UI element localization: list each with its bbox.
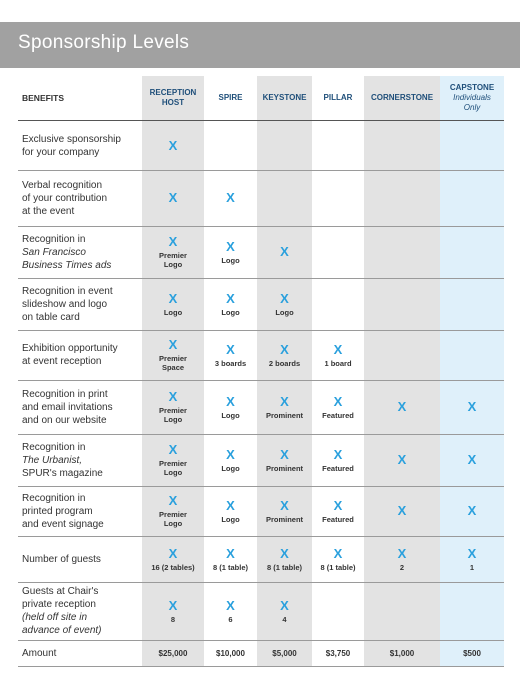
table-row <box>0 226 520 278</box>
level-name: HOST <box>161 98 185 107</box>
cell-note: Premier Logo <box>159 406 187 424</box>
cell-note: Featured <box>322 463 354 473</box>
included-mark: X <box>280 545 289 561</box>
cell-note: Premier Space <box>159 354 187 372</box>
level-header-capstone <box>440 76 504 120</box>
benefit-cell <box>312 330 364 380</box>
benefit-cell <box>142 486 204 536</box>
included-mark: X <box>168 442 178 457</box>
benefit-label: Recognition in San Francisco Business Times ads <box>22 233 112 271</box>
level-header-pillar <box>312 76 364 120</box>
benefit-cell <box>364 536 440 582</box>
benefit-cell <box>142 536 204 582</box>
cell-note: Logo <box>221 307 240 317</box>
table-row <box>0 278 520 330</box>
amount-value: $1,000 <box>389 648 415 658</box>
benefit-cell <box>142 278 204 330</box>
cell-note: 6 <box>228 614 233 624</box>
benefit-cell <box>204 486 257 536</box>
benefit-label: Exclusive sponsorship for your company <box>22 134 121 158</box>
benefit-cell <box>440 536 504 582</box>
level-header-spire <box>204 76 257 120</box>
cell-note: 1 <box>469 562 475 572</box>
included-mark: X <box>226 341 235 357</box>
cell-note: Logo <box>163 307 183 317</box>
benefit-cell <box>204 434 257 486</box>
cell-note: Featured <box>322 514 354 524</box>
included-mark: X <box>467 452 477 467</box>
amount-row <box>0 640 520 666</box>
amount-value: $5,000 <box>272 648 297 658</box>
included-mark: X <box>168 337 178 352</box>
level-name: RECEPTION <box>149 88 197 97</box>
amount-value: $500 <box>463 648 481 658</box>
included-mark: X <box>280 497 289 513</box>
level-name: CORNERSTONE <box>370 93 434 102</box>
cell-note: 1 board <box>324 358 352 368</box>
table-row <box>0 170 520 226</box>
page-title: Sponsorship Levels <box>18 32 190 53</box>
benefit-label: Verbal recognition of your contribution at the event <box>22 179 108 217</box>
row-divider <box>18 666 504 667</box>
included-mark: X <box>226 545 235 561</box>
cell-note: Premier Logo <box>159 251 187 269</box>
benefit-cell <box>204 330 257 380</box>
included-mark: X <box>226 446 235 462</box>
benefit-cell <box>204 170 257 226</box>
level-name: CAPSTONE <box>449 83 495 92</box>
level-header-cornerstone <box>364 76 440 120</box>
table-row <box>0 380 520 434</box>
cell-note: Prominent <box>265 463 304 473</box>
table-row <box>0 536 520 582</box>
table-row <box>0 122 520 170</box>
level-name: PILLAR <box>323 93 353 102</box>
level-subtitle: Individuals <box>453 93 491 102</box>
benefit-cell <box>142 582 204 640</box>
included-mark: X <box>280 341 289 357</box>
benefit-cell <box>257 536 312 582</box>
included-mark: X <box>226 290 235 306</box>
included-mark: X <box>168 138 178 153</box>
included-mark: X <box>333 545 343 561</box>
benefit-cell <box>257 278 312 330</box>
included-mark: X <box>280 290 289 306</box>
benefit-cell <box>142 330 204 380</box>
cell-note: 3 boards <box>214 358 247 368</box>
cell-note: 4 <box>282 614 287 624</box>
included-mark: X <box>467 545 477 561</box>
included-mark: X <box>226 497 235 513</box>
included-mark: X <box>333 341 343 357</box>
benefit-cell <box>142 380 204 434</box>
benefit-cell <box>257 434 312 486</box>
cell-note: Premier Logo <box>159 510 187 528</box>
benefit-cell <box>257 582 312 640</box>
title-banner <box>0 22 520 68</box>
included-mark: X <box>168 290 178 306</box>
included-mark: X <box>467 399 477 414</box>
benefit-cell <box>312 486 364 536</box>
benefit-label: Recognition in event slideshow and logo on table card <box>22 285 113 323</box>
included-mark: X <box>168 389 178 404</box>
cell-note: 16 (2 tables) <box>151 562 195 572</box>
benefit-cell <box>204 380 257 434</box>
benefit-cell <box>364 434 440 486</box>
cell-note: 2 <box>399 562 405 572</box>
level-subtitle: Only <box>463 103 481 112</box>
benefit-label: Number of guests <box>22 553 101 565</box>
level-header-reception-host <box>142 76 204 120</box>
cell-note: Premier Logo <box>159 459 187 477</box>
cell-note: Prominent <box>265 514 304 524</box>
benefit-cell <box>440 434 504 486</box>
row-divider <box>18 120 504 121</box>
benefit-cell <box>364 380 440 434</box>
included-mark: X <box>280 393 289 409</box>
cell-note: Logo <box>221 410 240 420</box>
benefit-cell <box>204 582 257 640</box>
benefit-cell <box>312 380 364 434</box>
benefit-label: Exhibition opportunity at event reception <box>22 343 118 367</box>
included-mark: X <box>226 393 235 409</box>
cell-note: 8 <box>170 614 176 624</box>
benefit-cell <box>312 536 364 582</box>
cell-note: 2 boards <box>268 358 301 368</box>
benefit-cell <box>204 278 257 330</box>
included-mark: X <box>333 497 343 513</box>
table-row <box>0 434 520 486</box>
included-mark: X <box>168 234 178 249</box>
benefit-cell <box>257 486 312 536</box>
cell-note: Featured <box>322 410 354 420</box>
benefit-cell <box>142 170 204 226</box>
included-mark: X <box>168 597 178 613</box>
benefit-cell <box>204 226 257 278</box>
benefit-cell <box>440 486 504 536</box>
benefit-cell <box>257 380 312 434</box>
benefit-cell <box>142 226 204 278</box>
included-mark: X <box>397 452 407 467</box>
table-row <box>0 330 520 380</box>
included-mark: X <box>168 493 178 508</box>
benefit-label: Recognition in The Urbanist, SPUR's magazine <box>22 441 103 479</box>
level-header-keystone <box>257 76 312 120</box>
amount-value: $3,750 <box>325 648 351 658</box>
benefit-cell <box>142 434 204 486</box>
benefit-cell <box>364 486 440 536</box>
amount-label: Amount <box>22 647 57 659</box>
cell-note: Logo <box>221 463 240 473</box>
included-mark: X <box>397 545 407 561</box>
included-mark: X <box>168 190 178 205</box>
included-mark: X <box>168 545 178 561</box>
amount-value: $25,000 <box>158 648 188 658</box>
included-mark: X <box>467 503 477 518</box>
benefit-cell <box>257 226 312 278</box>
table-header <box>0 76 520 120</box>
cell-note: 8 (1 table) <box>266 562 302 572</box>
included-mark: X <box>280 597 289 613</box>
benefit-cell <box>312 434 364 486</box>
cell-note: 8 (1 table) <box>320 562 356 572</box>
included-mark: X <box>226 597 235 613</box>
benefit-cell <box>204 536 257 582</box>
included-mark: X <box>280 446 289 462</box>
cell-note: Logo <box>275 307 294 317</box>
table-row <box>0 486 520 536</box>
benefit-cell <box>142 122 204 170</box>
level-name: SPIRE <box>218 93 243 102</box>
included-mark: X <box>226 238 235 254</box>
benefit-cell <box>440 380 504 434</box>
benefit-label: Recognition in printed program and event signage <box>22 492 104 530</box>
level-name: KEYSTONE <box>262 93 307 102</box>
included-mark: X <box>397 503 407 518</box>
benefit-cell <box>257 330 312 380</box>
included-mark: X <box>397 399 407 414</box>
cell-note: Prominent <box>265 410 304 420</box>
included-mark: X <box>226 190 235 205</box>
benefit-label: Guests at Chair's private reception (held off site in advance of event) <box>22 586 102 636</box>
included-mark: X <box>333 393 343 409</box>
cell-note: 8 (1 table) <box>212 562 248 572</box>
cell-note: Logo <box>221 514 240 524</box>
amount-value: $10,000 <box>216 648 245 658</box>
benefits-header: BENEFITS <box>22 93 65 103</box>
included-mark: X <box>333 446 343 462</box>
included-mark: X <box>280 244 289 259</box>
cell-note: Logo <box>221 255 240 265</box>
benefit-label: Recognition in print and email invitations and on our website <box>22 388 113 426</box>
table-row <box>0 582 520 640</box>
